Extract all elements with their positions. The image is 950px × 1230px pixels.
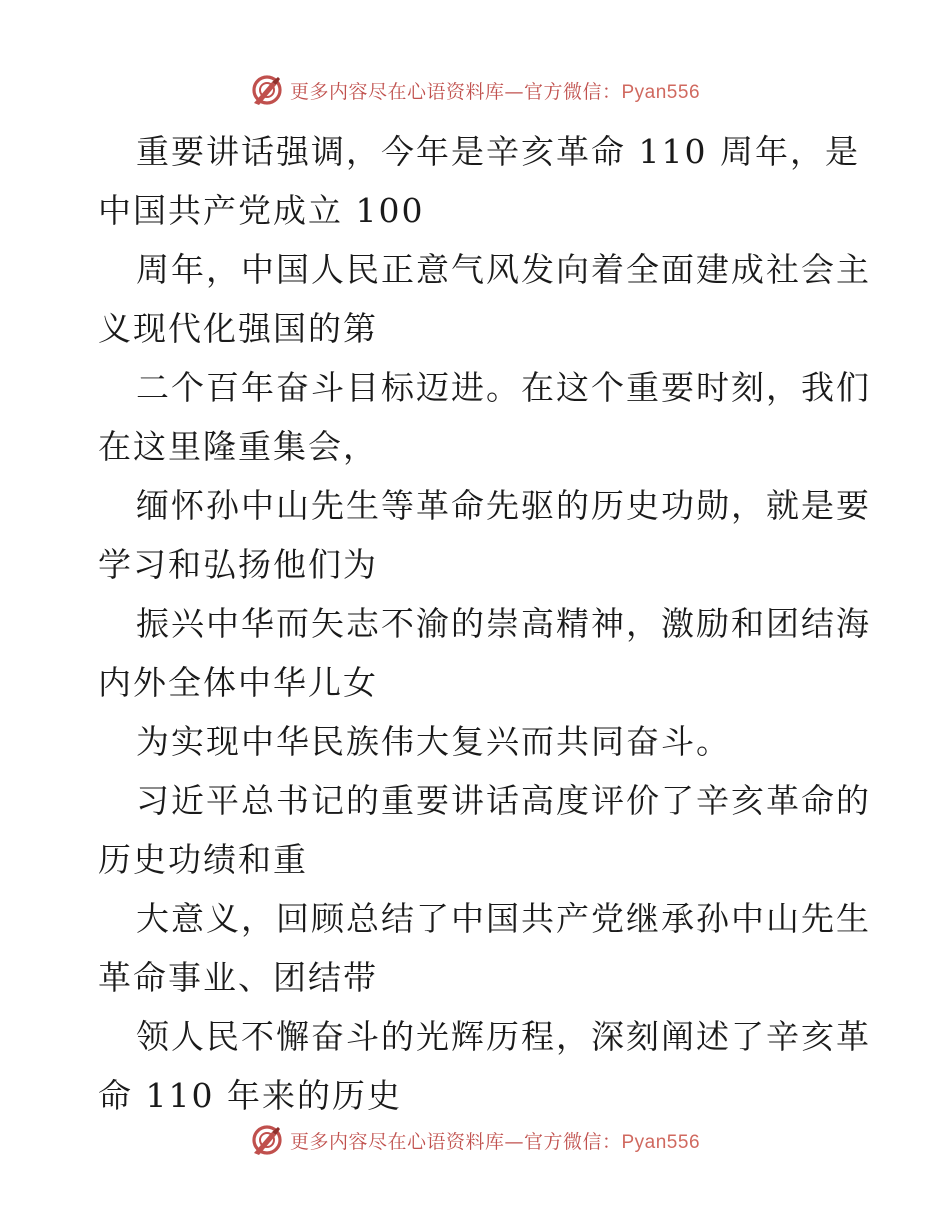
text-line: 大意义，回顾总结了中国共产党继承孙中山先生	[136, 899, 871, 938]
text-line: 中国共产党成立 100	[98, 191, 425, 230]
text-line: 缅怀孙中山先生等革命先驱的历史功勋，就是要	[136, 486, 871, 525]
body-text	[98, 122, 871, 1125]
text-line: 历史功绩和重	[98, 840, 308, 879]
pen-logo-icon	[250, 1123, 284, 1157]
text-line: 习近平总书记的重要讲话高度评价了辛亥革命的	[136, 781, 871, 820]
text-line: 重要讲话强调，今年是辛亥革命 110 周年，是	[136, 132, 860, 171]
text-line: 为实现中华民族伟大复兴而共同奋斗。	[136, 722, 731, 761]
footer-banner-handle: Pyan556	[621, 1131, 701, 1153]
text-line: 革命事业、团结带	[98, 958, 378, 997]
pen-logo-icon	[250, 73, 284, 107]
text-line: 学习和弘扬他们为	[98, 545, 378, 584]
header-banner-text: 更多内容尽在心语资料库—官方微信：Pyan556	[289, 80, 701, 103]
text-line: 内外全体中华儿女	[98, 663, 378, 702]
header-banner-handle: Pyan556	[621, 81, 701, 103]
text-line: 二个百年奋斗目标迈进。在这个重要时刻，我们	[136, 368, 871, 407]
footer-banner-text: 更多内容尽在心语资料库—官方微信：Pyan556	[289, 1130, 701, 1153]
text-line: 周年，中国人民正意气风发向着全面建成社会主	[136, 250, 871, 289]
text-line: 在这里隆重集会，	[98, 427, 378, 466]
text-line: 领人民不懈奋斗的光辉历程，深刻阐述了辛亥革	[136, 1017, 871, 1056]
footer-banner	[0, 1120, 950, 1160]
text-line: 振兴中华而矢志不渝的崇高精神，激励和团结海	[136, 604, 871, 643]
text-line: 命 110 年来的历史	[98, 1076, 402, 1115]
text-line: 义现代化强国的第	[98, 309, 378, 348]
header-banner	[0, 70, 950, 110]
